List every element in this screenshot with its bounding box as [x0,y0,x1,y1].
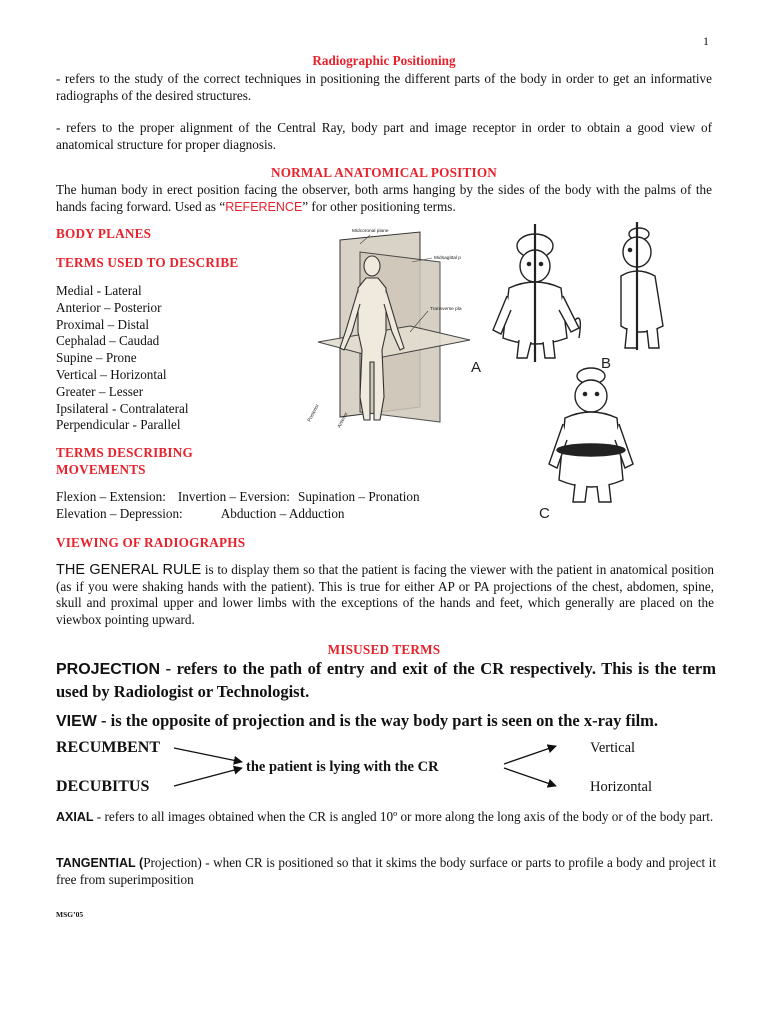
body-planes-figure [300,222,480,434]
vertical-term: Vertical [590,740,636,756]
figure-label-c: C [539,505,550,522]
movements-heading [56,444,193,478]
view-definition [56,710,716,733]
list-item: Proximal – Distal [56,316,150,332]
tangential-definition [56,855,716,888]
movements-row-1 [56,489,420,506]
view-term: VIEW [56,713,97,730]
axial-term: AXIAL [56,810,94,824]
arrow-recumbent [174,748,242,762]
list-item: Medial - Lateral [56,283,142,298]
terms-describe-heading: TERMS USED TO DESCRIBE [56,255,239,270]
normal-position-text: The human body in erect position facing the observer, both arms hanging by the sides of the body with the palms of the hands facing forward. Used as “ [56,182,712,214]
viewing-heading: VIEWING OF RADIOGRAPHS [56,535,246,550]
axial-text: - refers to all images obtained when the CR is angled 10º or more along the long axis of the body or of the body part. [93,809,714,824]
normal-position-heading: NORMAL ANATOMICAL POSITION [271,165,497,180]
midcoronal-label: Midcoronal plane [352,229,389,234]
lying-text: the patient is lying with the CR [246,759,439,775]
normal-position-text-end: ” for other positioning terms. [302,198,456,214]
misused-heading: MISUSED TERMS [327,642,441,657]
viewing-text: is to display them so that the patient is facing the viewer with the patient in anatomical position (as if you were shaking hands with the patient). This is true for either AP or PA projections of the chest, abdomen, spine, skull and proximal upper and lower limbs with the exceptions of the hands and feet, which generally are placed on the viewbox pointing upward. [56,562,714,627]
normal-position-paragraph [56,182,712,215]
arrow-vertical [504,746,556,764]
terms-list [56,283,189,434]
page-title: Radiographic Positioning [312,53,456,68]
intro-paragraph-1: - refers to the study of the correct techniques in positioning the different parts of the body in order to get an informative radiographs of the desired structures. [56,71,712,103]
posterior-label: Posterior [307,403,321,423]
recumbent-term: RECUMBENT [56,739,161,756]
arrow-horizontal [504,768,556,786]
footer-initials: MSG’05 [56,910,84,919]
list-item: Greater – Lesser [56,383,144,399]
movement-term: Invertion – Eversion: [177,489,290,504]
movement-term: Abduction – Adduction [220,506,345,521]
transverse-label: Transverse pla [430,307,462,312]
axial-definition [56,809,714,826]
decubitus-term: DECUBITUS [56,778,150,795]
midsagittal-label: Midsagittal p [434,256,461,261]
projection-term: PROJECTION [56,661,161,678]
cartoon-planes-figure [471,218,719,522]
direction-arrows [170,740,570,796]
movement-term: Elevation – Depression: [56,506,183,521]
figure-label-a: A [471,359,482,376]
movements-heading-line-1: TERMS DESCRIBING [56,445,193,460]
tangential-text: Projection) - when CR is positioned so that it skims the body surface or parts to profile a body and project it free from superimposition [56,855,716,887]
anterior-label: Anterior [337,411,350,429]
movements-heading-line-2: MOVEMENTS [56,462,146,477]
figure-label-b: B [601,355,612,372]
horizontal-term: Horizontal [590,779,653,795]
page-number: 1 [703,34,709,48]
list-item: Ipsilateral - Contralateral [56,400,189,416]
body-planes-heading: BODY PLANES [56,226,152,241]
viewing-paragraph [56,562,714,628]
projection-definition [56,658,716,703]
movement-term: Flexion – Extension: [56,489,166,504]
view-text: - is the opposite of projection and is the way body part is seen on the x-ray film. [96,711,659,730]
list-item: Anterior – Posterior [56,299,162,315]
projection-text: - refers to the path of entry and exit of the CR respectively. This is the term used by Radiologist or Technologist. [56,659,716,701]
intro-paragraph-2: - refers to the proper alignment of the Central Ray, body part and image receptor in order to obtain a good view of anatomical structure for proper diagnosis. [56,120,712,152]
movement-term: Supination – Pronation [297,489,420,504]
arrow-decubitus [174,768,242,786]
general-rule-lead: THE GENERAL RULE [56,562,202,578]
movements-row-2 [56,506,345,523]
list-item: Perpendicular - Parallel [56,417,181,433]
list-item: Vertical – Horizontal [56,366,167,382]
list-item: Supine – Prone [56,350,137,366]
list-item: Cephalad – Caudad [56,333,160,349]
reference-highlight: REFERENCE [225,199,303,214]
tangential-term: TANGENTIAL ( [56,856,144,870]
